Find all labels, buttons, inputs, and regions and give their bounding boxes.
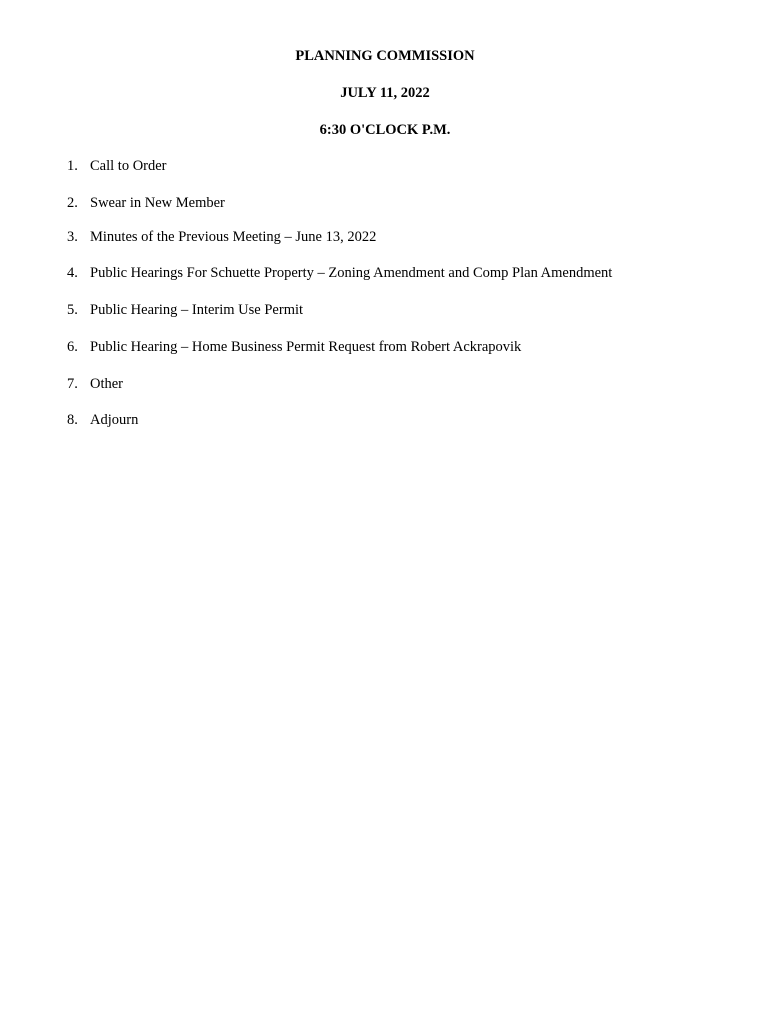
agenda-item — [67, 228, 376, 246]
agenda-item — [67, 338, 521, 356]
agenda-item-number: 2. — [67, 195, 78, 211]
agenda-item-number: 5. — [67, 302, 78, 318]
agenda-item-text: Minutes of the Previous Meeting – June 13, 2022 — [90, 229, 377, 245]
agenda-item-number: 1. — [67, 158, 78, 174]
agenda-item — [67, 264, 612, 282]
agenda-item-number: 6. — [67, 339, 78, 355]
agenda-item-text: Other — [90, 376, 124, 392]
agenda-item-number: 8. — [67, 412, 78, 428]
agenda-item-number: 3. — [67, 229, 78, 245]
agenda-item-text: Adjourn — [90, 412, 139, 428]
agenda-item-text: Public Hearing – Interim Use Permit — [90, 302, 304, 318]
agenda-item — [67, 157, 167, 175]
agenda-item-text: Call to Order — [90, 158, 167, 174]
agenda-item — [67, 301, 303, 319]
agenda-item-text: Public Hearings For Schuette Property – Zoning Amendment and Comp Plan Amendment — [90, 265, 613, 281]
agenda-item-number: 4. — [67, 265, 78, 281]
agenda-item — [67, 375, 123, 393]
meeting-date: JULY 11, 2022 — [340, 85, 430, 101]
agenda-item-text: Public Hearing – Home Business Permit Request from Robert Ackrapovik — [90, 339, 522, 355]
agenda-item-number: 7. — [67, 376, 78, 392]
meeting-time: 6:30 O'CLOCK P.M. — [319, 122, 451, 138]
agenda-item-text: Swear in New Member — [90, 195, 225, 211]
document-title: PLANNING COMMISSION — [295, 48, 475, 64]
agenda-item — [67, 194, 225, 212]
agenda-item — [67, 411, 138, 429]
